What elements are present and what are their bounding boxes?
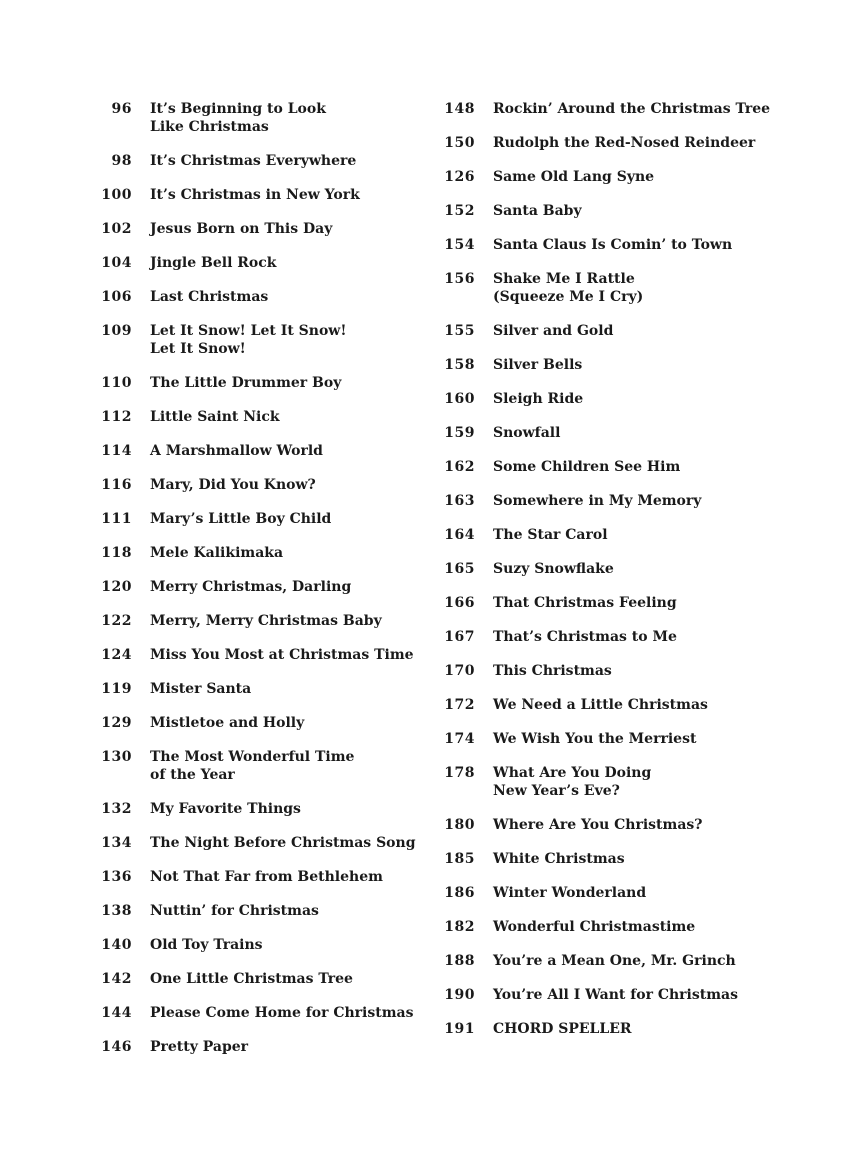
toc-entry (100, 612, 430, 630)
song-title (493, 594, 677, 612)
song-title (493, 986, 738, 1004)
song-title-line: Silver Bells (493, 357, 583, 373)
page-number: 114 (101, 443, 132, 459)
song-title (150, 220, 332, 238)
song-title-line: White Christmas (493, 851, 625, 867)
toc-entry (100, 936, 430, 954)
page-number: 118 (101, 545, 132, 561)
song-title-line: Silver and Gold (493, 323, 614, 339)
toc-left-column (100, 100, 430, 1072)
song-title-line: Santa Claus Is Comin’ to Town (493, 237, 733, 253)
song-title-line: Snowfall (493, 425, 561, 441)
song-title-line: A Marshmallow World (150, 443, 323, 459)
toc-entry (443, 696, 853, 714)
toc-entry (100, 476, 430, 494)
song-title (150, 748, 354, 784)
toc-entry (443, 594, 853, 612)
song-title-line: Jesus Born on This Day (150, 221, 333, 237)
toc-entry (443, 168, 853, 186)
page-number: 155 (444, 323, 475, 339)
page-number: 129 (101, 715, 132, 731)
page-number: 164 (444, 527, 475, 543)
page-number: 132 (101, 801, 132, 817)
toc-entry (443, 270, 853, 306)
page-number: 112 (101, 409, 132, 425)
toc-entry (443, 850, 853, 868)
song-title (150, 476, 316, 494)
page-number: 167 (444, 629, 475, 645)
toc-entry (443, 884, 853, 902)
page-number: 185 (444, 851, 475, 867)
song-title (150, 322, 347, 358)
page-number: 98 (111, 153, 132, 169)
page-number: 119 (101, 681, 132, 697)
page-number: 170 (444, 663, 475, 679)
song-title-line: Winter Wonderland (493, 885, 647, 901)
page-number: 163 (444, 493, 475, 509)
song-title (493, 270, 643, 306)
page-number: 142 (101, 971, 132, 987)
song-title-line: Miss You Most at Christmas Time (150, 647, 414, 663)
toc-entry (443, 424, 853, 442)
song-title (150, 544, 283, 562)
page-number: 154 (444, 237, 475, 253)
page-number: 96 (111, 101, 132, 117)
song-title (493, 884, 646, 902)
toc-entry (100, 868, 430, 886)
song-title-line: The Star Carol (493, 527, 608, 543)
song-title-line: Mary, Did You Know? (150, 477, 316, 493)
song-title-line: My Favorite Things (150, 801, 301, 817)
toc-entry (100, 1038, 430, 1056)
toc-entry (443, 816, 853, 834)
song-title-line: It’s Beginning to Look (150, 101, 326, 117)
song-title-line: Like Christmas (150, 119, 269, 135)
song-title-line: Mister Santa (150, 681, 252, 697)
song-title (493, 918, 695, 936)
toc-entry (443, 662, 853, 680)
song-title (493, 628, 677, 646)
page-number: 146 (101, 1039, 132, 1055)
page-number: 144 (101, 1005, 132, 1021)
song-title-line: One Little Christmas Tree (150, 971, 353, 987)
song-title-line: Rockin’ Around the Christmas Tree (493, 101, 771, 117)
song-title-line: Sleigh Ride (493, 391, 584, 407)
song-title (493, 134, 755, 152)
toc-entry (443, 1020, 853, 1038)
song-title-line: Somewhere in My Memory (493, 493, 702, 509)
song-title-line: of the Year (150, 767, 235, 783)
toc-entry (443, 560, 853, 578)
page-number: 111 (101, 511, 132, 527)
page-number: 120 (101, 579, 132, 595)
song-title-line: The Little Drummer Boy (150, 375, 342, 391)
toc-entry (443, 390, 853, 408)
page-number: 182 (444, 919, 475, 935)
song-title (150, 612, 382, 630)
page-number: 124 (101, 647, 132, 663)
song-title-line: Last Christmas (150, 289, 269, 305)
song-title (493, 390, 583, 408)
toc-entry (443, 526, 853, 544)
song-title (150, 834, 415, 852)
song-title (150, 374, 341, 392)
song-title-line: Wonderful Christmastime (493, 919, 696, 935)
toc-entry (100, 408, 430, 426)
song-title-line: You’re All I Want for Christmas (493, 987, 738, 1003)
song-title (493, 424, 560, 442)
toc-entry (100, 544, 430, 562)
toc-entry (443, 458, 853, 476)
page-number: 134 (101, 835, 132, 851)
toc-entry (443, 918, 853, 936)
page-number: 106 (101, 289, 132, 305)
song-title-line: It’s Christmas in New York (150, 187, 360, 203)
song-title-line: We Wish You the Merriest (493, 731, 697, 747)
toc-entry (443, 100, 853, 118)
toc-entry (443, 730, 853, 748)
page-number: 102 (101, 221, 132, 237)
song-title (150, 936, 263, 954)
page-number: 160 (444, 391, 475, 407)
page-number: 174 (444, 731, 475, 747)
song-title (493, 560, 614, 578)
toc-entry (443, 628, 853, 646)
song-title-line: Santa Baby (493, 203, 582, 219)
song-title (493, 662, 612, 680)
song-title (493, 458, 680, 476)
song-title (150, 288, 268, 306)
song-title-line: Mary’s Little Boy Child (150, 511, 332, 527)
song-title-line: It’s Christmas Everywhere (150, 153, 357, 169)
song-title (150, 100, 326, 136)
song-title (493, 696, 708, 714)
toc-entry (443, 134, 853, 152)
song-title-line: Where Are You Christmas? (493, 817, 703, 833)
song-title-line: Pretty Paper (150, 1039, 249, 1055)
song-title-line: Old Toy Trains (150, 937, 263, 953)
page-number: 159 (444, 425, 475, 441)
song-title (493, 168, 654, 186)
page-number: 156 (444, 271, 475, 287)
song-title (150, 186, 360, 204)
toc-entry (100, 714, 430, 732)
song-title-line: The Most Wonderful Time (150, 749, 355, 765)
toc-entry (443, 764, 853, 800)
page-number: 158 (444, 357, 475, 373)
song-title-line: Same Old Lang Syne (493, 169, 655, 185)
page-number: 109 (101, 323, 132, 339)
page-number: 180 (444, 817, 475, 833)
song-title-line: (Squeeze Me I Cry) (493, 289, 644, 305)
page-number: 122 (101, 613, 132, 629)
page-number: 190 (444, 987, 475, 1003)
toc-entry (100, 1004, 430, 1022)
page-number: 165 (444, 561, 475, 577)
song-title (150, 1038, 248, 1056)
toc-entry (100, 510, 430, 528)
song-title (150, 868, 383, 886)
song-title (150, 680, 251, 698)
song-title-line: Let It Snow! (150, 341, 246, 357)
song-title-line: Mistletoe and Holly (150, 715, 305, 731)
song-title (150, 800, 301, 818)
toc-entry (100, 748, 430, 784)
page-number: 148 (444, 101, 475, 117)
page-number: 136 (101, 869, 132, 885)
toc-entry (443, 236, 853, 254)
song-title-line: Not That Far from Bethlehem (150, 869, 383, 885)
song-title (150, 1004, 413, 1022)
page-number: 150 (444, 135, 475, 151)
toc-right-column (443, 100, 853, 1054)
song-title (493, 850, 625, 868)
toc-entry (100, 442, 430, 460)
song-title (150, 578, 351, 596)
song-title-line: Rudolph the Red-Nosed Reindeer (493, 135, 756, 151)
toc-entry (100, 288, 430, 306)
toc-entry (100, 322, 430, 358)
song-title (150, 902, 319, 920)
toc-entry (100, 578, 430, 596)
toc-entry (100, 254, 430, 272)
song-title-line: Mele Kalikimaka (150, 545, 284, 561)
toc-entry (100, 680, 430, 698)
toc-entry (443, 356, 853, 374)
song-title-line: Please Come Home for Christmas (150, 1005, 414, 1021)
song-title-line: Suzy Snowflake (493, 561, 614, 577)
song-title (150, 408, 280, 426)
page-number: 191 (444, 1021, 475, 1037)
song-title-line: That Christmas Feeling (493, 595, 677, 611)
toc-entry (100, 100, 430, 136)
toc-entry (100, 902, 430, 920)
page-number: 152 (444, 203, 475, 219)
toc-entry (100, 186, 430, 204)
song-title-line: Let It Snow! Let It Snow! (150, 323, 347, 339)
toc-entry (443, 322, 853, 340)
song-title (493, 100, 770, 118)
song-title (493, 202, 582, 220)
page-number: 186 (444, 885, 475, 901)
page-number: 138 (101, 903, 132, 919)
song-title (150, 152, 356, 170)
page-number: 130 (101, 749, 132, 765)
page-number: 162 (444, 459, 475, 475)
page-number: 100 (101, 187, 132, 203)
song-title-line: Shake Me I Rattle (493, 271, 635, 287)
song-title (493, 322, 613, 340)
page-number: 116 (101, 477, 132, 493)
song-title-line: Little Saint Nick (150, 409, 280, 425)
song-title-line: This Christmas (493, 663, 612, 679)
song-title (150, 442, 323, 460)
song-title (493, 1020, 632, 1038)
page-number: 110 (101, 375, 132, 391)
page-number: 188 (444, 953, 475, 969)
song-title-line: Merry, Merry Christmas Baby (150, 613, 382, 629)
song-title (493, 526, 608, 544)
song-title (493, 816, 703, 834)
song-title-line: Nuttin’ for Christmas (150, 903, 319, 919)
toc-entry (443, 492, 853, 510)
page-number: 140 (101, 937, 132, 953)
toc-entry (100, 152, 430, 170)
page-number: 172 (444, 697, 475, 713)
toc-entry (100, 800, 430, 818)
toc-entry (443, 986, 853, 1004)
toc-entry (100, 220, 430, 238)
toc-entry (100, 374, 430, 392)
song-title (150, 970, 353, 988)
song-title (493, 492, 701, 510)
toc-entry (100, 970, 430, 988)
toc-entry (443, 202, 853, 220)
page-number: 166 (444, 595, 475, 611)
song-title (150, 254, 276, 272)
song-title-line: Merry Christmas, Darling (150, 579, 352, 595)
song-title (493, 764, 651, 800)
song-title (150, 510, 331, 528)
song-title-line: That’s Christmas to Me (493, 629, 677, 645)
toc-entry (100, 646, 430, 664)
song-title-line: The Night Before Christmas Song (150, 835, 416, 851)
song-title (493, 952, 736, 970)
song-title-line: Jingle Bell Rock (150, 255, 277, 271)
song-title (493, 730, 696, 748)
page-number: 104 (101, 255, 132, 271)
song-title-line: You’re a Mean One, Mr. Grinch (493, 953, 736, 969)
song-title (493, 236, 732, 254)
song-title-line: CHORD SPELLER (493, 1021, 632, 1037)
song-title-line: What Are You Doing (493, 765, 652, 781)
song-title-line: New Year’s Eve? (493, 783, 620, 799)
toc-entry (100, 834, 430, 852)
song-title-line: We Need a Little Christmas (493, 697, 708, 713)
song-title-line: Some Children See Him (493, 459, 681, 475)
toc-entry (443, 952, 853, 970)
song-title (150, 646, 414, 664)
song-title (493, 356, 582, 374)
page-number: 126 (444, 169, 475, 185)
song-title (150, 714, 304, 732)
page-number: 178 (444, 765, 475, 781)
